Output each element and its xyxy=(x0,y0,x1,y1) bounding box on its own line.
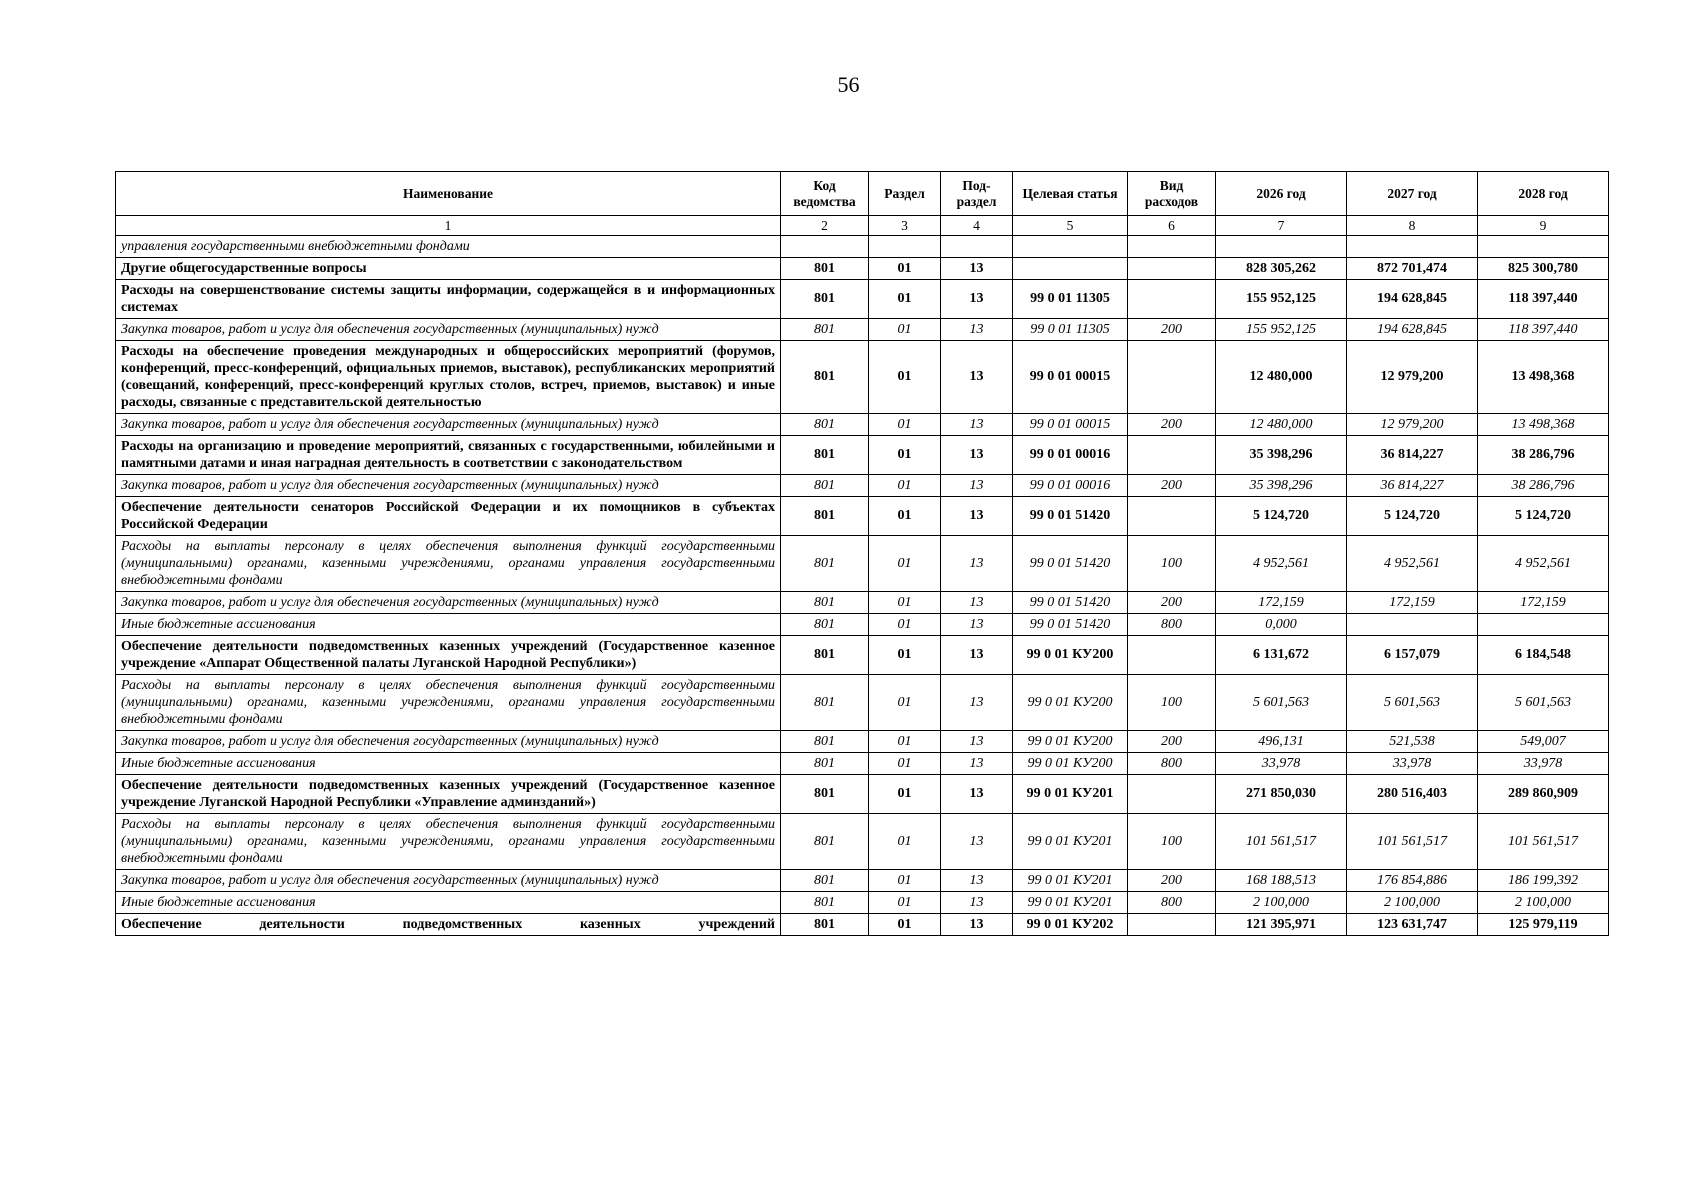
row-department-code: 801 xyxy=(781,280,869,319)
row-amount-2027: 521,538 xyxy=(1347,731,1478,753)
row-expense-type xyxy=(1128,775,1216,814)
row-amount-2028: 38 286,796 xyxy=(1478,475,1609,497)
row-expense-type xyxy=(1128,914,1216,936)
table-row xyxy=(116,753,1609,775)
row-target-article: 99 0 01 51420 xyxy=(1013,536,1128,592)
row-amount-2026: 168 188,513 xyxy=(1216,870,1347,892)
row-target-article: 99 0 01 11305 xyxy=(1013,319,1128,341)
column-number: 8 xyxy=(1347,216,1478,236)
row-department-code: 801 xyxy=(781,592,869,614)
row-amount-2027: 872 701,474 xyxy=(1347,258,1478,280)
row-target-article: 99 0 01 00016 xyxy=(1013,436,1128,475)
row-expense-type xyxy=(1128,258,1216,280)
column-number: 9 xyxy=(1478,216,1609,236)
row-name: Иные бюджетные ассигнования xyxy=(116,614,781,636)
row-amount-2028: 5 601,563 xyxy=(1478,675,1609,731)
row-amount-2027: 123 631,747 xyxy=(1347,914,1478,936)
table-row xyxy=(116,258,1609,280)
row-amount-2028: 13 498,368 xyxy=(1478,341,1609,414)
row-name: Расходы на обеспечение проведения международных и общероссийских мероприятий (форумов, конференций, пресс-конференций, официальных приемов, выставок), республиканских мероприятий (совещаний, конференций, пресс-конференций круглых столов, встреч, приемов, выставок) и иные расходы, связанные с представительской деятельностью xyxy=(116,341,781,414)
table-row xyxy=(116,536,1609,592)
row-amount-2026: 35 398,296 xyxy=(1216,475,1347,497)
row-department-code: 801 xyxy=(781,731,869,753)
row-amount-2026: 5 601,563 xyxy=(1216,675,1347,731)
row-amount-2027: 12 979,200 xyxy=(1347,341,1478,414)
row-department-code: 801 xyxy=(781,536,869,592)
table-row xyxy=(116,414,1609,436)
column-number: 3 xyxy=(869,216,941,236)
row-amount-2026: 4 952,561 xyxy=(1216,536,1347,592)
table-row xyxy=(116,497,1609,536)
row-name: Иные бюджетные ассигнования xyxy=(116,892,781,914)
row-subsection: 13 xyxy=(941,414,1013,436)
table-row xyxy=(116,914,1609,936)
row-section: 01 xyxy=(869,892,941,914)
table-row xyxy=(116,592,1609,614)
row-amount-2026: 12 480,000 xyxy=(1216,341,1347,414)
row-amount-2026 xyxy=(1216,236,1347,258)
row-subsection: 13 xyxy=(941,614,1013,636)
row-amount-2026: 6 131,672 xyxy=(1216,636,1347,675)
row-subsection: 13 xyxy=(941,536,1013,592)
row-amount-2028: 125 979,119 xyxy=(1478,914,1609,936)
row-department-code: 801 xyxy=(781,892,869,914)
row-amount-2027 xyxy=(1347,236,1478,258)
table-row xyxy=(116,436,1609,475)
header-year-2027: 2027 год xyxy=(1347,172,1478,216)
header-target-article: Целевая статья xyxy=(1013,172,1128,216)
row-section: 01 xyxy=(869,675,941,731)
row-amount-2027: 176 854,886 xyxy=(1347,870,1478,892)
header-name: Наименование xyxy=(116,172,781,216)
row-subsection xyxy=(941,236,1013,258)
row-target-article: 99 0 01 51420 xyxy=(1013,614,1128,636)
row-amount-2028: 6 184,548 xyxy=(1478,636,1609,675)
row-department-code: 801 xyxy=(781,614,869,636)
row-section: 01 xyxy=(869,497,941,536)
row-name: Расходы на выплаты персоналу в целях обеспечения выполнения функций государственными (муниципальными) органами, казенными учреждениями, органами управления государственными внебюджетными фондами xyxy=(116,536,781,592)
row-name: Закупка товаров, работ и услуг для обеспечения государственных (муниципальных) нужд xyxy=(116,731,781,753)
row-department-code: 801 xyxy=(781,636,869,675)
column-number: 6 xyxy=(1128,216,1216,236)
row-amount-2026: 0,000 xyxy=(1216,614,1347,636)
row-amount-2027: 6 157,079 xyxy=(1347,636,1478,675)
row-department-code: 801 xyxy=(781,914,869,936)
row-amount-2028 xyxy=(1478,614,1609,636)
table-row xyxy=(116,892,1609,914)
row-amount-2028: 4 952,561 xyxy=(1478,536,1609,592)
row-target-article: 99 0 01 КУ200 xyxy=(1013,636,1128,675)
row-name: Закупка товаров, работ и услуг для обеспечения государственных (муниципальных) нужд xyxy=(116,592,781,614)
row-amount-2027: 2 100,000 xyxy=(1347,892,1478,914)
row-name: управления государственными внебюджетными фондами xyxy=(116,236,781,258)
row-amount-2026: 172,159 xyxy=(1216,592,1347,614)
row-department-code: 801 xyxy=(781,341,869,414)
row-subsection: 13 xyxy=(941,753,1013,775)
row-target-article: 99 0 01 00015 xyxy=(1013,414,1128,436)
row-section: 01 xyxy=(869,475,941,497)
row-target-article: 99 0 01 КУ201 xyxy=(1013,814,1128,870)
row-expense-type: 200 xyxy=(1128,870,1216,892)
row-amount-2026: 496,131 xyxy=(1216,731,1347,753)
row-department-code: 801 xyxy=(781,319,869,341)
row-amount-2026: 33,978 xyxy=(1216,753,1347,775)
row-expense-type: 100 xyxy=(1128,675,1216,731)
row-name: Закупка товаров, работ и услуг для обеспечения государственных (муниципальных) нужд xyxy=(116,319,781,341)
table-row xyxy=(116,280,1609,319)
row-amount-2028: 825 300,780 xyxy=(1478,258,1609,280)
row-target-article: 99 0 01 КУ202 xyxy=(1013,914,1128,936)
header-subsection: Под-раздел xyxy=(941,172,1013,216)
header-section: Раздел xyxy=(869,172,941,216)
row-target-article: 99 0 01 51420 xyxy=(1013,497,1128,536)
row-amount-2026: 101 561,517 xyxy=(1216,814,1347,870)
column-number: 1 xyxy=(116,216,781,236)
row-amount-2026: 5 124,720 xyxy=(1216,497,1347,536)
row-amount-2027: 194 628,845 xyxy=(1347,280,1478,319)
row-expense-type xyxy=(1128,280,1216,319)
row-department-code: 801 xyxy=(781,414,869,436)
row-subsection: 13 xyxy=(941,731,1013,753)
row-department-code: 801 xyxy=(781,870,869,892)
row-amount-2027: 194 628,845 xyxy=(1347,319,1478,341)
row-name: Другие общегосударственные вопросы xyxy=(116,258,781,280)
row-department-code: 801 xyxy=(781,775,869,814)
row-subsection: 13 xyxy=(941,636,1013,675)
row-target-article: 99 0 01 51420 xyxy=(1013,592,1128,614)
row-subsection: 13 xyxy=(941,475,1013,497)
row-section: 01 xyxy=(869,319,941,341)
row-amount-2027: 36 814,227 xyxy=(1347,436,1478,475)
row-department-code: 801 xyxy=(781,675,869,731)
row-section: 01 xyxy=(869,636,941,675)
row-amount-2028: 118 397,440 xyxy=(1478,319,1609,341)
row-subsection: 13 xyxy=(941,675,1013,731)
row-subsection: 13 xyxy=(941,775,1013,814)
row-amount-2027: 5 601,563 xyxy=(1347,675,1478,731)
row-target-article: 99 0 01 00016 xyxy=(1013,475,1128,497)
row-target-article: 99 0 01 00015 xyxy=(1013,341,1128,414)
row-target-article: 99 0 01 КУ200 xyxy=(1013,675,1128,731)
column-number: 2 xyxy=(781,216,869,236)
row-department-code: 801 xyxy=(781,475,869,497)
row-expense-type: 800 xyxy=(1128,892,1216,914)
row-section: 01 xyxy=(869,414,941,436)
row-name: Иные бюджетные ассигнования xyxy=(116,753,781,775)
table-row xyxy=(116,775,1609,814)
row-amount-2027: 101 561,517 xyxy=(1347,814,1478,870)
row-target-article: 99 0 01 КУ201 xyxy=(1013,775,1128,814)
row-name: Закупка товаров, работ и услуг для обеспечения государственных (муниципальных) нужд xyxy=(116,475,781,497)
table-body xyxy=(116,236,1609,936)
row-amount-2028: 289 860,909 xyxy=(1478,775,1609,814)
row-subsection: 13 xyxy=(941,914,1013,936)
row-amount-2026: 828 305,262 xyxy=(1216,258,1347,280)
row-expense-type xyxy=(1128,497,1216,536)
row-expense-type: 100 xyxy=(1128,814,1216,870)
row-name: Обеспечение деятельности подведомственных казенных учреждений xyxy=(116,914,781,936)
row-subsection: 13 xyxy=(941,319,1013,341)
row-expense-type xyxy=(1128,341,1216,414)
page-number: 56 xyxy=(837,72,860,97)
row-expense-type: 200 xyxy=(1128,414,1216,436)
row-expense-type xyxy=(1128,436,1216,475)
row-name: Расходы на выплаты персоналу в целях обеспечения выполнения функций государственными (муниципальными) органами, казенными учреждениями, органами управления государственными внебюджетными фондами xyxy=(116,675,781,731)
row-section: 01 xyxy=(869,341,941,414)
row-amount-2027 xyxy=(1347,614,1478,636)
row-section: 01 xyxy=(869,258,941,280)
row-name: Расходы на совершенствование системы защиты информации, содержащейся в и информационных системах xyxy=(116,280,781,319)
row-section: 01 xyxy=(869,775,941,814)
row-amount-2028: 2 100,000 xyxy=(1478,892,1609,914)
row-subsection: 13 xyxy=(941,814,1013,870)
table-row xyxy=(116,614,1609,636)
header-year-2028: 2028 год xyxy=(1478,172,1609,216)
row-expense-type: 200 xyxy=(1128,319,1216,341)
row-expense-type: 200 xyxy=(1128,731,1216,753)
row-section: 01 xyxy=(869,280,941,319)
row-amount-2028 xyxy=(1478,236,1609,258)
table-row xyxy=(116,814,1609,870)
row-expense-type: 100 xyxy=(1128,536,1216,592)
row-amount-2026: 271 850,030 xyxy=(1216,775,1347,814)
row-amount-2028: 101 561,517 xyxy=(1478,814,1609,870)
row-name: Обеспечение деятельности сенаторов Российской Федерации и их помощников в субъектах Российской Федерации xyxy=(116,497,781,536)
row-name: Расходы на выплаты персоналу в целях обеспечения выполнения функций государственными (муниципальными) органами, казенными учреждениями, органами управления государственными внебюджетными фондами xyxy=(116,814,781,870)
row-amount-2028: 118 397,440 xyxy=(1478,280,1609,319)
row-amount-2028: 172,159 xyxy=(1478,592,1609,614)
row-amount-2026: 2 100,000 xyxy=(1216,892,1347,914)
row-expense-type: 200 xyxy=(1128,592,1216,614)
row-amount-2028: 38 286,796 xyxy=(1478,436,1609,475)
header-expense-type: Вид расходов xyxy=(1128,172,1216,216)
row-name: Обеспечение деятельности подведомственных казенных учреждений (Государственное казенное учреждение Луганской Народной Республики «Управление админзданий») xyxy=(116,775,781,814)
row-section: 01 xyxy=(869,731,941,753)
column-number: 5 xyxy=(1013,216,1128,236)
table-row xyxy=(116,675,1609,731)
row-amount-2026: 121 395,971 xyxy=(1216,914,1347,936)
row-department-code: 801 xyxy=(781,497,869,536)
column-number: 7 xyxy=(1216,216,1347,236)
row-section: 01 xyxy=(869,870,941,892)
row-amount-2028: 186 199,392 xyxy=(1478,870,1609,892)
row-amount-2027: 172,159 xyxy=(1347,592,1478,614)
row-expense-type: 800 xyxy=(1128,614,1216,636)
row-subsection: 13 xyxy=(941,341,1013,414)
row-section: 01 xyxy=(869,436,941,475)
row-amount-2026: 35 398,296 xyxy=(1216,436,1347,475)
table-row xyxy=(116,341,1609,414)
budget-table xyxy=(115,171,1609,936)
row-subsection: 13 xyxy=(941,436,1013,475)
row-target-article xyxy=(1013,236,1128,258)
table-row xyxy=(116,475,1609,497)
row-subsection: 13 xyxy=(941,592,1013,614)
row-amount-2027: 4 952,561 xyxy=(1347,536,1478,592)
row-target-article xyxy=(1013,258,1128,280)
row-amount-2026: 155 952,125 xyxy=(1216,280,1347,319)
row-amount-2027: 33,978 xyxy=(1347,753,1478,775)
row-name: Обеспечение деятельности подведомственных казенных учреждений (Государственное казенное учреждение «Аппарат Общественной палаты Луганской Народной Республики») xyxy=(116,636,781,675)
row-subsection: 13 xyxy=(941,497,1013,536)
header-department-code: Код ведомства xyxy=(781,172,869,216)
row-target-article: 99 0 01 КУ200 xyxy=(1013,753,1128,775)
row-amount-2026: 12 480,000 xyxy=(1216,414,1347,436)
row-amount-2027: 5 124,720 xyxy=(1347,497,1478,536)
row-name: Закупка товаров, работ и услуг для обеспечения государственных (муниципальных) нужд xyxy=(116,870,781,892)
table-row xyxy=(116,236,1609,258)
row-subsection: 13 xyxy=(941,870,1013,892)
row-expense-type: 800 xyxy=(1128,753,1216,775)
row-section: 01 xyxy=(869,753,941,775)
row-subsection: 13 xyxy=(941,892,1013,914)
row-target-article: 99 0 01 КУ200 xyxy=(1013,731,1128,753)
row-amount-2028: 549,007 xyxy=(1478,731,1609,753)
column-number-row xyxy=(116,216,1609,236)
table-row xyxy=(116,731,1609,753)
row-target-article: 99 0 01 11305 xyxy=(1013,280,1128,319)
row-target-article: 99 0 01 КУ201 xyxy=(1013,892,1128,914)
row-amount-2027: 36 814,227 xyxy=(1347,475,1478,497)
row-name: Расходы на организацию и проведение мероприятий, связанных с государственными, юбилейными и памятными датами и иная наградная деятельность в соответствии с законодательством xyxy=(116,436,781,475)
row-subsection: 13 xyxy=(941,280,1013,319)
row-amount-2028: 5 124,720 xyxy=(1478,497,1609,536)
row-department-code: 801 xyxy=(781,258,869,280)
row-department-code xyxy=(781,236,869,258)
row-name: Закупка товаров, работ и услуг для обеспечения государственных (муниципальных) нужд xyxy=(116,414,781,436)
row-amount-2027: 280 516,403 xyxy=(1347,775,1478,814)
table-row xyxy=(116,870,1609,892)
row-department-code: 801 xyxy=(781,436,869,475)
row-subsection: 13 xyxy=(941,258,1013,280)
row-expense-type xyxy=(1128,236,1216,258)
header-row xyxy=(116,172,1609,216)
column-number: 4 xyxy=(941,216,1013,236)
row-target-article: 99 0 01 КУ201 xyxy=(1013,870,1128,892)
row-section xyxy=(869,236,941,258)
row-department-code: 801 xyxy=(781,814,869,870)
table-row xyxy=(116,636,1609,675)
row-amount-2028: 13 498,368 xyxy=(1478,414,1609,436)
row-amount-2026: 155 952,125 xyxy=(1216,319,1347,341)
row-amount-2027: 12 979,200 xyxy=(1347,414,1478,436)
row-expense-type xyxy=(1128,636,1216,675)
row-section: 01 xyxy=(869,536,941,592)
row-section: 01 xyxy=(869,592,941,614)
header-year-2026: 2026 год xyxy=(1216,172,1347,216)
row-amount-2028: 33,978 xyxy=(1478,753,1609,775)
row-section: 01 xyxy=(869,814,941,870)
row-department-code: 801 xyxy=(781,753,869,775)
row-section: 01 xyxy=(869,614,941,636)
row-expense-type: 200 xyxy=(1128,475,1216,497)
table-row xyxy=(116,319,1609,341)
row-section: 01 xyxy=(869,914,941,936)
